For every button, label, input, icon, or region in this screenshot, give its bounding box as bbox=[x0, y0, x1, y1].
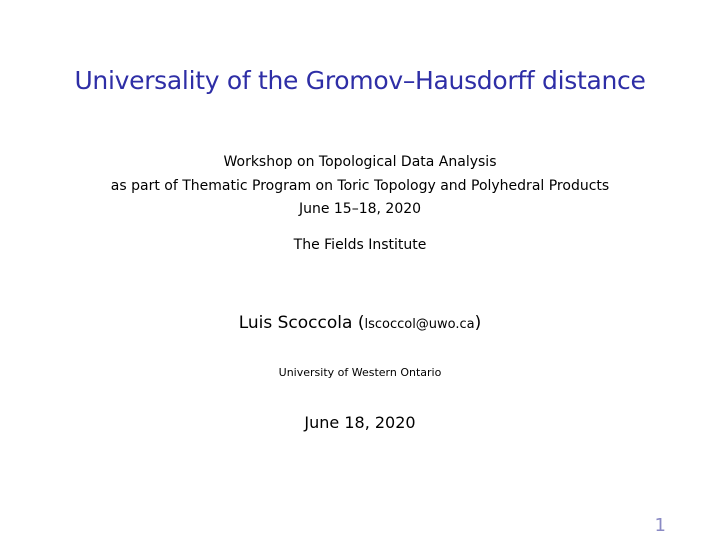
event-dates: June 15–18, 2020 bbox=[298, 201, 422, 217]
institute-name: The Fields Institute bbox=[293, 237, 427, 253]
author-close-paren: ) bbox=[474, 313, 482, 333]
program-name: as part of Thematic Program on Toric Topology and Polyhedral Products bbox=[110, 178, 610, 194]
page-number: 1 bbox=[654, 515, 666, 536]
author-open-paren: ( bbox=[357, 313, 365, 333]
slide-title: Universality of the Gromov–Hausdorff distance bbox=[74, 66, 646, 95]
author-name: Luis Scoccola bbox=[238, 313, 353, 333]
workshop-name: Workshop on Topological Data Analysis bbox=[223, 154, 497, 170]
author-email[interactable]: lscoccol@uwo.ca bbox=[364, 317, 475, 332]
presentation-date: June 18, 2020 bbox=[304, 413, 416, 432]
author-line bbox=[0, 313, 720, 333]
author-affiliation: University of Western Ontario bbox=[278, 366, 442, 379]
